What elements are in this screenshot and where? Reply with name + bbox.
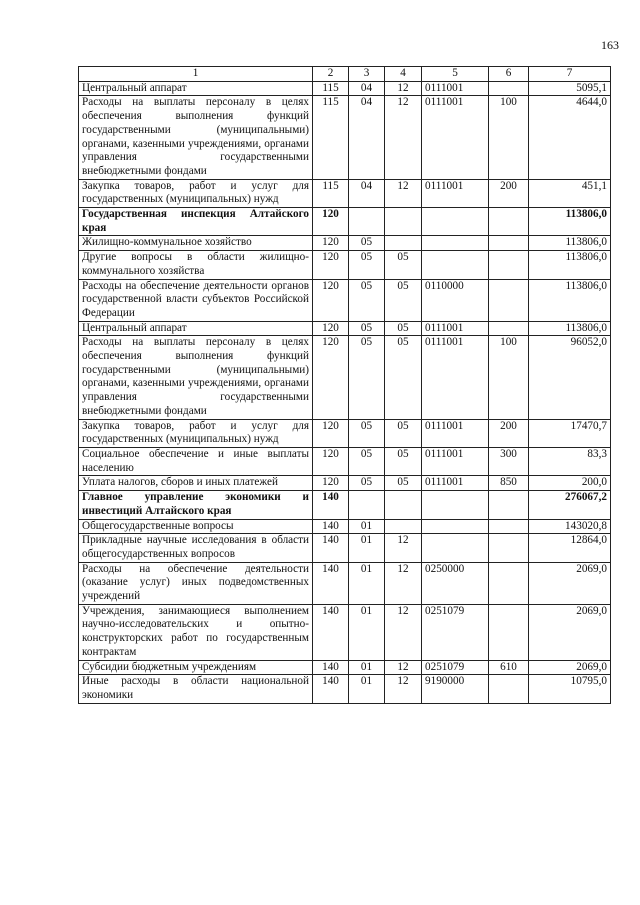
row-section-code: 05 (349, 336, 385, 419)
row-target-code: 0111001 (422, 336, 489, 419)
row-subsection-code (385, 236, 422, 251)
row-target-code: 0250000 (422, 562, 489, 604)
row-expense-type-code (489, 279, 529, 321)
row-admin-code: 120 (313, 321, 349, 336)
table-row (79, 419, 611, 447)
row-section-code (349, 491, 385, 519)
row-target-code: 0111001 (422, 81, 489, 96)
row-section-code: 05 (349, 321, 385, 336)
row-amount: 5095,1 (529, 81, 611, 96)
row-amount: 2069,0 (529, 562, 611, 604)
row-name: Общегосударственные вопросы (79, 519, 313, 534)
row-admin-code: 120 (313, 447, 349, 475)
column-header: 6 (489, 67, 529, 82)
row-admin-code: 120 (313, 251, 349, 279)
row-amount: 451,1 (529, 179, 611, 207)
table-row (79, 96, 611, 179)
row-expense-type-code: 300 (489, 447, 529, 475)
row-name: Субсидии бюджетным учреждениям (79, 660, 313, 675)
row-name: Жилищно-коммунальное хозяйство (79, 236, 313, 251)
row-expense-type-code: 850 (489, 476, 529, 491)
row-section-code: 05 (349, 236, 385, 251)
row-section-code: 04 (349, 81, 385, 96)
row-target-code (422, 519, 489, 534)
row-admin-code: 120 (313, 236, 349, 251)
row-name: Расходы на выплаты персоналу в целях обеспечения выполнения функций государственными (муниципальными) органами, казенными учреждениями, органами управления государственными внебюджетными фондами (79, 96, 313, 179)
row-amount: 200,0 (529, 476, 611, 491)
row-amount: 113806,0 (529, 208, 611, 236)
row-subsection-code: 12 (385, 96, 422, 179)
row-section-code: 04 (349, 179, 385, 207)
row-name: Расходы на обеспечение деятельности органов государственной власти субъектов Российской Федерации (79, 279, 313, 321)
table-row (79, 279, 611, 321)
table-row (79, 562, 611, 604)
column-header: 3 (349, 67, 385, 82)
row-admin-code: 140 (313, 675, 349, 703)
row-target-code: 0111001 (422, 447, 489, 475)
page-number: 163 (601, 38, 619, 52)
row-admin-code: 120 (313, 208, 349, 236)
row-subsection-code: 05 (385, 336, 422, 419)
table-row (79, 336, 611, 419)
table-row (79, 534, 611, 562)
table-row (79, 604, 611, 660)
row-amount: 12864,0 (529, 534, 611, 562)
row-admin-code: 140 (313, 534, 349, 562)
table-row (79, 208, 611, 236)
row-expense-type-code (489, 251, 529, 279)
row-section-code: 05 (349, 447, 385, 475)
row-target-code (422, 534, 489, 562)
row-target-code: 0251079 (422, 660, 489, 675)
row-name: Закупка товаров, работ и услуг для государственных (муниципальных) нужд (79, 179, 313, 207)
row-name: Учреждения, занимающиеся выполнением научно-исследовательских и опытно-конструкторских работ по государственным контрактам (79, 604, 313, 660)
row-subsection-code: 12 (385, 534, 422, 562)
row-target-code (422, 491, 489, 519)
column-header: 1 (79, 67, 313, 82)
table-row (79, 81, 611, 96)
row-expense-type-code: 200 (489, 419, 529, 447)
row-expense-type-code (489, 675, 529, 703)
row-amount: 10795,0 (529, 675, 611, 703)
row-admin-code: 140 (313, 604, 349, 660)
column-header: 7 (529, 67, 611, 82)
row-name: Расходы на обеспечение деятельности (оказание услуг) иных подведомственных учреждений (79, 562, 313, 604)
table-body (79, 81, 611, 703)
row-subsection-code (385, 208, 422, 236)
table-row (79, 251, 611, 279)
table-row (79, 179, 611, 207)
row-subsection-code: 12 (385, 660, 422, 675)
row-section-code: 01 (349, 519, 385, 534)
row-admin-code: 120 (313, 336, 349, 419)
row-expense-type-code (489, 534, 529, 562)
table-row (79, 236, 611, 251)
row-name: Государственная инспекция Алтайского края (79, 208, 313, 236)
row-admin-code: 120 (313, 476, 349, 491)
row-amount: 113806,0 (529, 251, 611, 279)
row-target-code: 0110000 (422, 279, 489, 321)
row-expense-type-code: 100 (489, 336, 529, 419)
row-name: Иные расходы в области национальной экономики (79, 675, 313, 703)
row-name: Расходы на выплаты персоналу в целях обеспечения выполнения функций государственными (муниципальными) органами, казенными учреждениями, органами управления государственными внебюджетными фондами (79, 336, 313, 419)
row-amount: 4644,0 (529, 96, 611, 179)
row-amount: 276067,2 (529, 491, 611, 519)
row-name: Прикладные научные исследования в области общегосударственных вопросов (79, 534, 313, 562)
row-subsection-code: 05 (385, 251, 422, 279)
row-expense-type-code (489, 491, 529, 519)
row-amount: 143020,8 (529, 519, 611, 534)
row-section-code: 05 (349, 476, 385, 491)
row-section-code: 05 (349, 279, 385, 321)
row-expense-type-code (489, 519, 529, 534)
row-section-code: 04 (349, 96, 385, 179)
table-row (79, 519, 611, 534)
row-amount: 113806,0 (529, 279, 611, 321)
row-expense-type-code (489, 321, 529, 336)
row-section-code: 01 (349, 562, 385, 604)
table-row (79, 675, 611, 703)
row-admin-code: 115 (313, 179, 349, 207)
row-admin-code: 140 (313, 660, 349, 675)
table-row (79, 491, 611, 519)
row-section-code (349, 208, 385, 236)
row-name: Социальное обеспечение и иные выплаты населению (79, 447, 313, 475)
row-amount: 96052,0 (529, 336, 611, 419)
row-section-code: 01 (349, 534, 385, 562)
row-expense-type-code: 200 (489, 179, 529, 207)
table-row (79, 321, 611, 336)
row-subsection-code: 05 (385, 447, 422, 475)
row-expense-type-code (489, 81, 529, 96)
row-expense-type-code (489, 604, 529, 660)
row-target-code (422, 236, 489, 251)
row-subsection-code: 05 (385, 419, 422, 447)
row-subsection-code: 05 (385, 321, 422, 336)
row-admin-code: 120 (313, 279, 349, 321)
row-name: Уплата налогов, сборов и иных платежей (79, 476, 313, 491)
row-subsection-code (385, 491, 422, 519)
table-header-row (79, 67, 611, 82)
row-amount: 2069,0 (529, 604, 611, 660)
row-amount: 2069,0 (529, 660, 611, 675)
row-target-code: 0111001 (422, 96, 489, 179)
row-target-code: 0111001 (422, 419, 489, 447)
row-admin-code: 120 (313, 419, 349, 447)
row-subsection-code: 12 (385, 179, 422, 207)
row-target-code (422, 208, 489, 236)
row-subsection-code (385, 519, 422, 534)
row-admin-code: 140 (313, 491, 349, 519)
row-target-code: 0251079 (422, 604, 489, 660)
row-expense-type-code (489, 208, 529, 236)
row-admin-code: 140 (313, 562, 349, 604)
row-target-code: 0111001 (422, 321, 489, 336)
row-target-code: 9190000 (422, 675, 489, 703)
row-subsection-code: 12 (385, 675, 422, 703)
row-expense-type-code (489, 562, 529, 604)
table-row (79, 476, 611, 491)
row-amount: 17470,7 (529, 419, 611, 447)
row-amount: 83,3 (529, 447, 611, 475)
column-header: 4 (385, 67, 422, 82)
row-name: Главное управление экономики и инвестиций Алтайского края (79, 491, 313, 519)
row-name: Центральный аппарат (79, 321, 313, 336)
row-expense-type-code: 610 (489, 660, 529, 675)
budget-table (78, 66, 611, 704)
row-target-code (422, 251, 489, 279)
row-expense-type-code: 100 (489, 96, 529, 179)
table-row (79, 447, 611, 475)
row-admin-code: 115 (313, 81, 349, 96)
row-admin-code: 115 (313, 96, 349, 179)
row-name: Центральный аппарат (79, 81, 313, 96)
row-subsection-code: 05 (385, 476, 422, 491)
row-section-code: 01 (349, 660, 385, 675)
row-name: Закупка товаров, работ и услуг для государственных (муниципальных) нужд (79, 419, 313, 447)
row-subsection-code: 12 (385, 81, 422, 96)
row-subsection-code: 05 (385, 279, 422, 321)
row-subsection-code: 12 (385, 604, 422, 660)
table-row (79, 660, 611, 675)
row-section-code: 05 (349, 251, 385, 279)
row-section-code: 01 (349, 675, 385, 703)
row-amount: 113806,0 (529, 321, 611, 336)
column-header: 2 (313, 67, 349, 82)
row-admin-code: 140 (313, 519, 349, 534)
row-name: Другие вопросы в области жилищно-коммунального хозяйства (79, 251, 313, 279)
row-expense-type-code (489, 236, 529, 251)
row-target-code: 0111001 (422, 179, 489, 207)
row-amount: 113806,0 (529, 236, 611, 251)
row-section-code: 05 (349, 419, 385, 447)
row-target-code: 0111001 (422, 476, 489, 491)
row-subsection-code: 12 (385, 562, 422, 604)
row-section-code: 01 (349, 604, 385, 660)
column-header: 5 (422, 67, 489, 82)
